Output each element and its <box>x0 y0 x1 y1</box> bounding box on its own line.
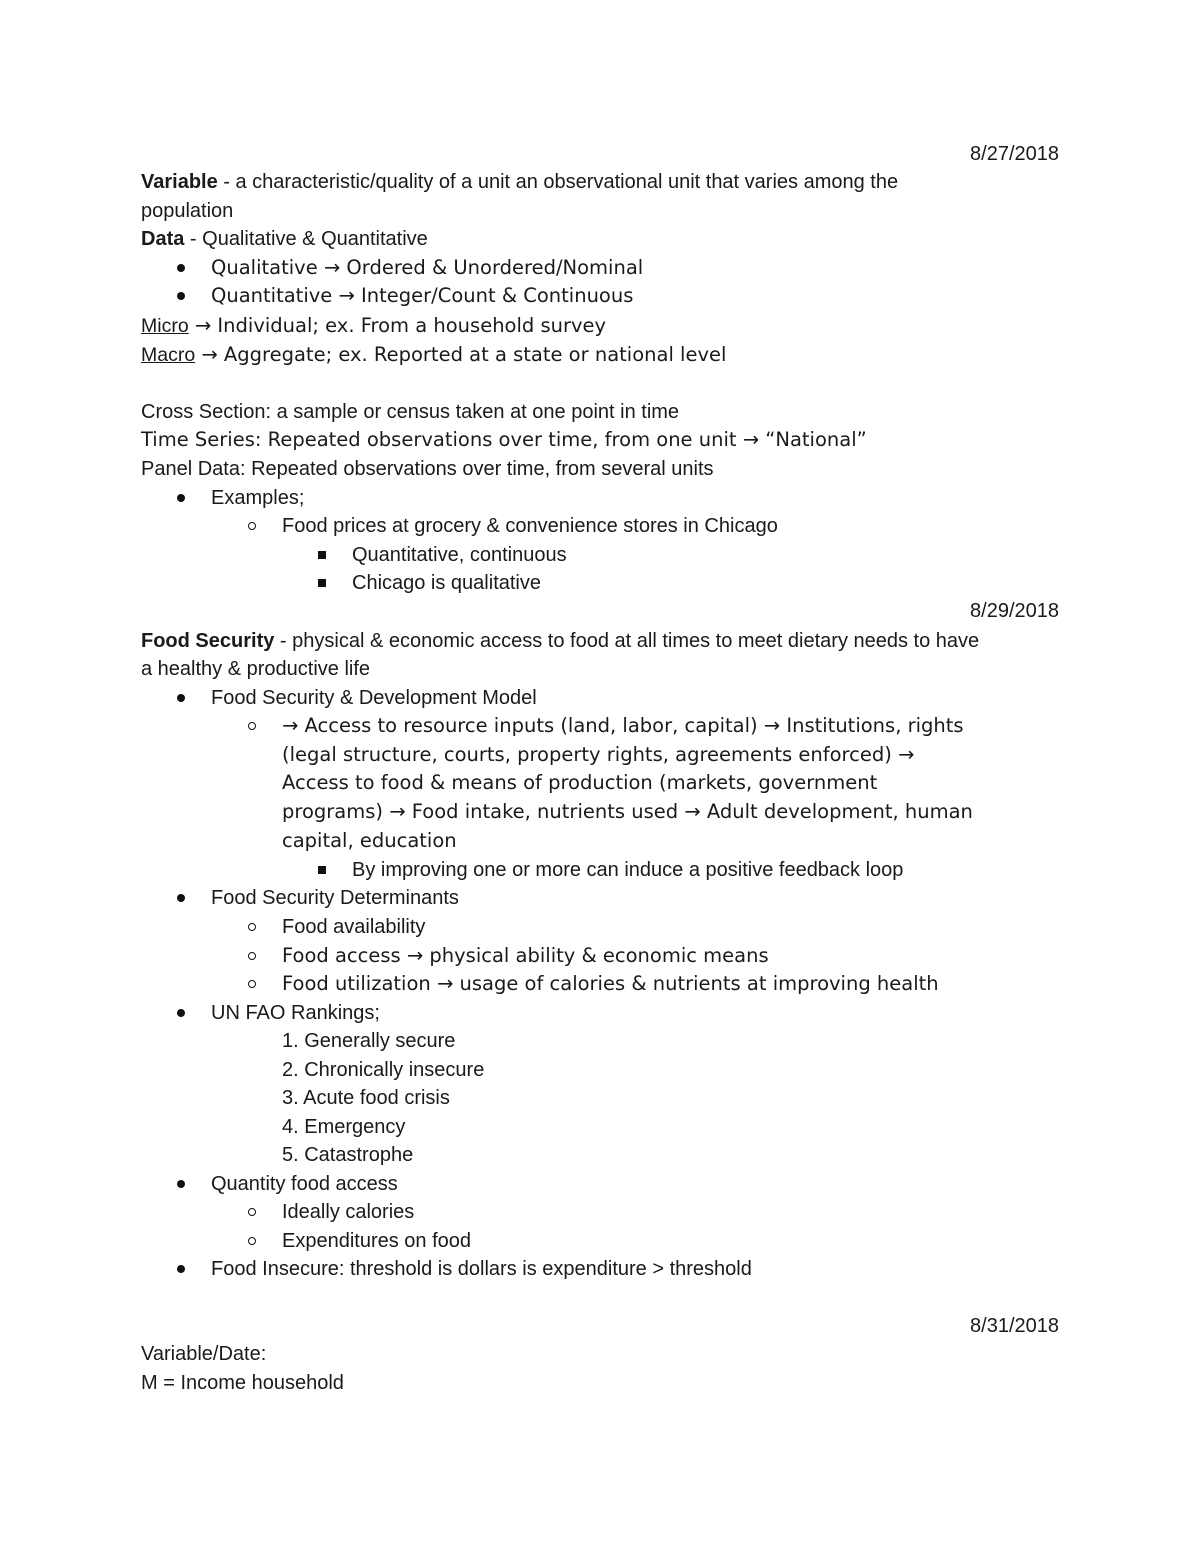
square-bullet-icon <box>318 579 326 587</box>
model-chain-line: (legal structure, courts, property rights, agreements enforced) → <box>282 743 915 766</box>
m-income-line: M = Income household <box>141 1372 344 1394</box>
list-item: Food Insecure: threshold is dollars is expenditure > threshold <box>211 1258 752 1280</box>
micro-line <box>141 312 606 340</box>
list-item: Food prices at grocery & convenience stores in Chicago <box>282 515 778 537</box>
variable-def-cont: population <box>141 200 234 222</box>
bullet-icon <box>177 494 185 502</box>
list-item: Food utilization → usage of calories & nutrients at improving health <box>282 972 939 995</box>
model-chain-line: programs) → Food intake, nutrients used → Adult development, human <box>282 800 973 823</box>
bullet-icon <box>177 292 185 300</box>
data-def: - Qualitative & Quantitative <box>184 228 428 250</box>
bullet-icon <box>177 264 185 272</box>
list-item: UN FAO Rankings; <box>211 1002 380 1024</box>
ranking-item: 4. Emergency <box>282 1116 406 1138</box>
food-security-def: - physical & economic access to food at all times to meet dietary needs to have <box>274 630 980 652</box>
model-chain-line: Access to food & means of production (markets, government <box>282 771 878 794</box>
date-heading: 8/31/2018 <box>970 1315 1059 1337</box>
date-heading: 8/27/2018 <box>970 143 1059 165</box>
food-security-definition <box>141 627 979 655</box>
list-item: Chicago is qualitative <box>352 572 541 594</box>
list-item: Examples; <box>211 487 305 509</box>
model-chain-line: → Access to resource inputs (land, labor, capital) → Institutions, rights <box>282 714 964 737</box>
bullet-icon <box>177 1265 185 1273</box>
model-chain-line: capital, education <box>282 829 457 852</box>
list-item: Quantitative → Integer/Count & Continuous <box>211 284 634 307</box>
data-term: Data <box>141 228 185 250</box>
variable-term: Variable <box>141 171 218 193</box>
food-security-term: Food Security <box>141 630 275 652</box>
ranking-item: 1. Generally secure <box>282 1030 456 1052</box>
bullet-icon <box>177 694 185 702</box>
macro-rest: → Aggregate; ex. Reported at a state or national level <box>195 343 727 366</box>
list-item: By improving one or more can induce a positive feedback loop <box>352 859 904 881</box>
variable-date-line: Variable/Date: <box>141 1343 267 1365</box>
micro-term: Micro <box>141 315 189 337</box>
circle-bullet-icon <box>248 980 256 988</box>
variable-definition <box>141 168 898 196</box>
circle-bullet-icon <box>248 1208 256 1216</box>
list-item: Food access → physical ability & economic means <box>282 944 769 967</box>
list-item: Quantitative, continuous <box>352 544 567 566</box>
list-item: Expenditures on food <box>282 1230 472 1252</box>
micro-rest: → Individual; ex. From a household survey <box>188 314 607 337</box>
ranking-item: 2. Chronically insecure <box>282 1059 485 1081</box>
square-bullet-icon <box>318 551 326 559</box>
circle-bullet-icon <box>248 923 256 931</box>
panel-data-line: Panel Data: Repeated observations over time, from several units <box>141 458 714 480</box>
list-item: Qualitative → Ordered & Unordered/Nominal <box>211 256 644 279</box>
cross-section-line: Cross Section: a sample or census taken at one point in time <box>141 401 680 423</box>
bullet-icon <box>177 1180 185 1188</box>
ranking-item: 5. Catastrophe <box>282 1144 414 1166</box>
circle-bullet-icon <box>248 1237 256 1245</box>
variable-def: - a characteristic/quality of a unit an observational unit that varies among the <box>217 171 899 193</box>
ranking-item: 3. Acute food crisis <box>282 1087 450 1109</box>
date-heading: 8/29/2018 <box>970 600 1059 622</box>
circle-bullet-icon <box>248 522 256 530</box>
list-item: Ideally calories <box>282 1201 415 1223</box>
macro-term: Macro <box>141 344 196 366</box>
bullet-icon <box>177 1009 185 1017</box>
list-item: Food Security & Development Model <box>211 687 537 709</box>
circle-bullet-icon <box>248 952 256 960</box>
square-bullet-icon <box>318 866 326 874</box>
list-item: Quantity food access <box>211 1173 398 1195</box>
macro-line <box>141 341 726 369</box>
time-series-line: Time Series: Repeated observations over time, from one unit → “National” <box>141 428 867 451</box>
bullet-icon <box>177 894 185 902</box>
circle-bullet-icon <box>248 722 256 730</box>
food-security-def-cont: a healthy & productive life <box>141 658 371 680</box>
data-definition <box>141 225 428 253</box>
list-item: Food Security Determinants <box>211 887 459 909</box>
list-item: Food availability <box>282 916 426 938</box>
